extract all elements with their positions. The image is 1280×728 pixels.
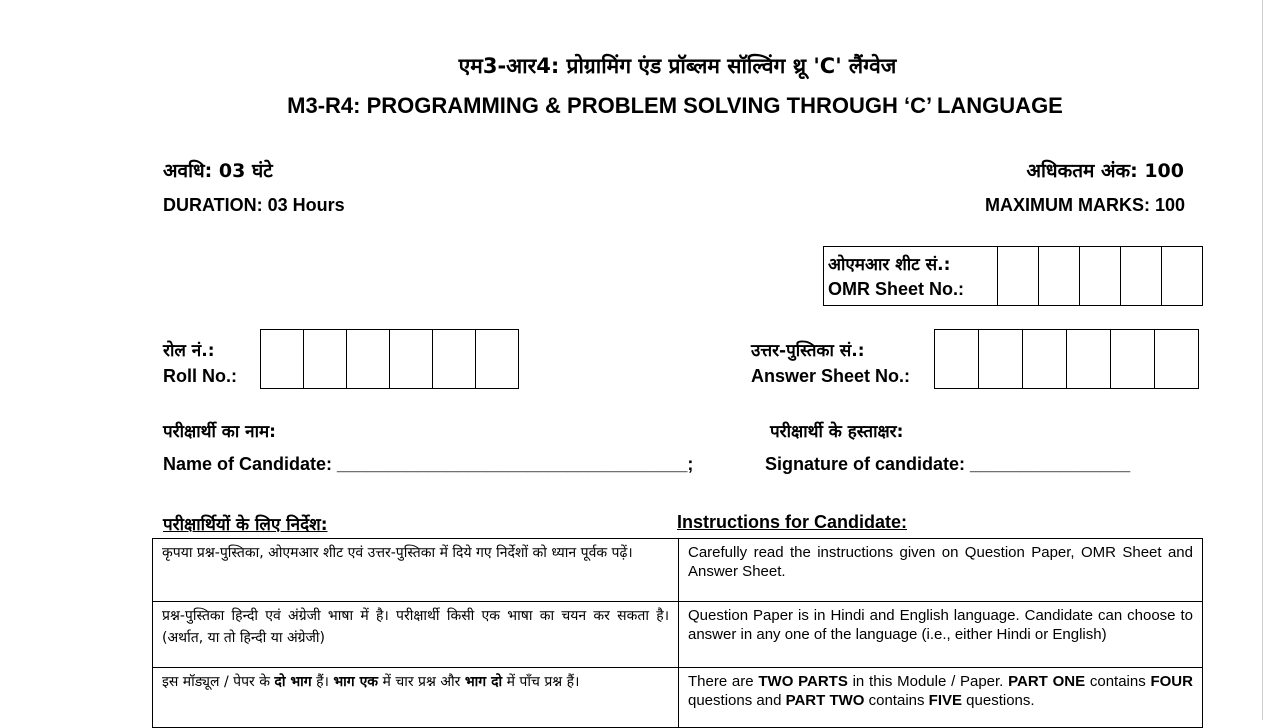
candidate-signature-field[interactable]: Signature of candidate: ________________ — [765, 454, 1131, 474]
instruction-emphasis: भाग दो — [464, 674, 503, 690]
instruction-row — [153, 539, 1203, 602]
instruction-text: में पाँच प्रश्न हैं। — [502, 674, 580, 690]
instruction-text: में चार प्रश्न और — [378, 674, 465, 690]
answer-sheet-digit-box[interactable] — [935, 330, 978, 388]
instruction-row — [153, 668, 1203, 728]
instruction-text: हैं। — [311, 674, 334, 690]
candidate-name-field[interactable]: Name of Candidate: ___________________________________; — [163, 454, 694, 474]
instruction-text: questions. — [962, 692, 1035, 709]
answer-sheet-digit-box[interactable] — [1066, 330, 1110, 388]
instruction-hindi-cell: कृपया प्रश्न-पुस्तिका, ओएमआर शीट एवं उत्तर-पुस्तिका में दिये गए निर्देशों को ध्यान पूर्वक पढ़ें। — [153, 539, 679, 602]
answer-sheet-digit-box[interactable] — [1022, 330, 1066, 388]
roll-digit-box[interactable] — [346, 330, 389, 388]
omr-label-hindi: ओएमआर शीट सं.: — [828, 255, 951, 275]
instruction-text: contains — [864, 692, 929, 709]
roll-label-english: Roll No.: — [163, 366, 237, 386]
omr-sheet-box — [823, 246, 1203, 306]
answer-sheet-label-hindi: उत्तर-पुस्तिका सं.: — [751, 341, 865, 361]
paper-title-hindi: एम3-आर4: प्रोग्रामिंग एंड प्रॉब्लम सॉल्विंग थ्रू 'C' लैंग्वेज — [458, 54, 897, 78]
omr-label-cell — [824, 247, 997, 305]
instruction-english-cell — [679, 668, 1203, 728]
candidate-signature-label-hindi: परीक्षार्थी के हस्ताक्षर: — [770, 422, 904, 442]
instruction-emphasis: भाग एक — [333, 674, 379, 690]
instruction-emphasis: PART ONE — [1008, 673, 1086, 690]
roll-number-boxes — [260, 329, 519, 389]
answer-sheet-boxes — [934, 329, 1199, 389]
omr-digit-box[interactable] — [1079, 247, 1120, 305]
omr-label-english: OMR Sheet No.: — [828, 279, 965, 299]
candidate-name-label-hindi: परीक्षार्थी का नाम: — [163, 422, 276, 442]
duration-hindi: अवधि: 03 घंटे — [163, 160, 273, 182]
duration-english: DURATION: 03 Hours — [163, 195, 345, 215]
instruction-text: There are — [688, 673, 759, 690]
instruction-hindi-cell — [153, 668, 679, 728]
instruction-emphasis: FIVE — [928, 692, 963, 709]
omr-digit-box[interactable] — [1120, 247, 1161, 305]
instruction-emphasis: दो भाग — [274, 674, 312, 690]
roll-digit-box[interactable] — [261, 330, 303, 388]
answer-sheet-digit-box[interactable] — [978, 330, 1022, 388]
instructions-table — [152, 538, 1203, 728]
answer-sheet-digit-box[interactable] — [1154, 330, 1198, 388]
roll-label-hindi: रोल नं.: — [163, 341, 215, 361]
answer-sheet-digit-box[interactable] — [1110, 330, 1154, 388]
omr-digit-box[interactable] — [1038, 247, 1079, 305]
omr-digit-box[interactable] — [997, 247, 1038, 305]
roll-digit-box[interactable] — [432, 330, 475, 388]
max-marks-english: MAXIMUM MARKS: 100 — [984, 195, 1185, 215]
instructions-heading-english: Instructions for Candidate: — [677, 512, 908, 532]
instruction-row — [153, 602, 1203, 668]
paper-title-english: M3-R4: PROGRAMMING & PROBLEM SOLVING THROUGH ‘C’ LANGUAGE — [287, 93, 1063, 118]
instructions-heading-hindi: परीक्षार्थियों के लिए निर्देश: — [163, 515, 328, 535]
instruction-emphasis: PART TWO — [785, 692, 865, 709]
answer-sheet-label-english: Answer Sheet No.: — [751, 366, 911, 386]
instruction-text: in this Module / Paper. — [847, 673, 1009, 690]
roll-digit-box[interactable] — [389, 330, 432, 388]
max-marks-hindi: अधिकतम अंक: 100 — [1026, 160, 1184, 182]
instruction-english-cell: Carefully read the instructions given on Question Paper, OMR Sheet and Answer Sheet. — [679, 539, 1203, 602]
instruction-text: questions and — [688, 692, 786, 709]
omr-digit-box[interactable] — [1161, 247, 1202, 305]
instruction-emphasis: TWO PARTS — [758, 673, 848, 690]
instruction-text: इस मॉड्यूल / पेपर के — [162, 674, 275, 690]
instruction-hindi-cell: प्रश्न-पुस्तिका हिन्दी एवं अंग्रेजी भाषा में है। परीक्षार्थी किसी एक भाषा का चयन कर सकता है। (अर्थात, या तो हिन्दी या अंग्रेजी) — [153, 602, 679, 668]
instruction-emphasis: FOUR — [1150, 673, 1193, 690]
roll-digit-box[interactable] — [475, 330, 518, 388]
instruction-english-cell: Question Paper is in Hindi and English language. Candidate can choose to answer in any one of the language (i.e., either Hindi or English) — [679, 602, 1203, 668]
roll-digit-box[interactable] — [303, 330, 346, 388]
instruction-text: contains — [1085, 673, 1151, 690]
